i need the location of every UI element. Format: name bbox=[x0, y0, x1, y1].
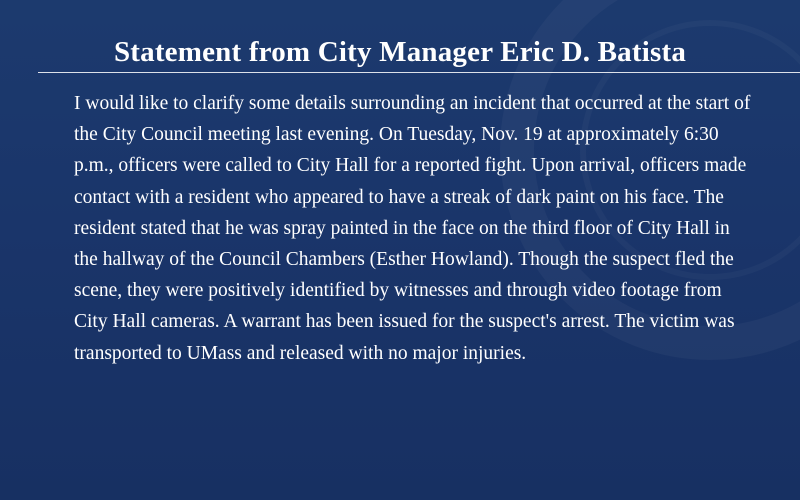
statement-title: Statement from City Manager Eric D. Batista bbox=[113, 36, 687, 68]
statement-body: I would like to clarify some details surrounding an incident that occurred at the start of the City Council meeting last evening. On Tuesday, Nov. 19 at approximately 6:30 p.m., officers were called to City Hall for a reported fight. Upon arrival, officers made contact with a resident who appeared to have a streak of dark paint on his face. The resident stated that he was spray painted in the face on the third floor of City Hall in the hallway of the Council Chambers (Esther Howland). Though the suspect fled the scene, they were positively identified by witnesses and through video footage from City Hall cameras. A warrant has been issued for the suspect's arrest. The victim was transported to UMass and released with no major injuries. bbox=[74, 93, 751, 364]
title-divider bbox=[38, 72, 800, 73]
